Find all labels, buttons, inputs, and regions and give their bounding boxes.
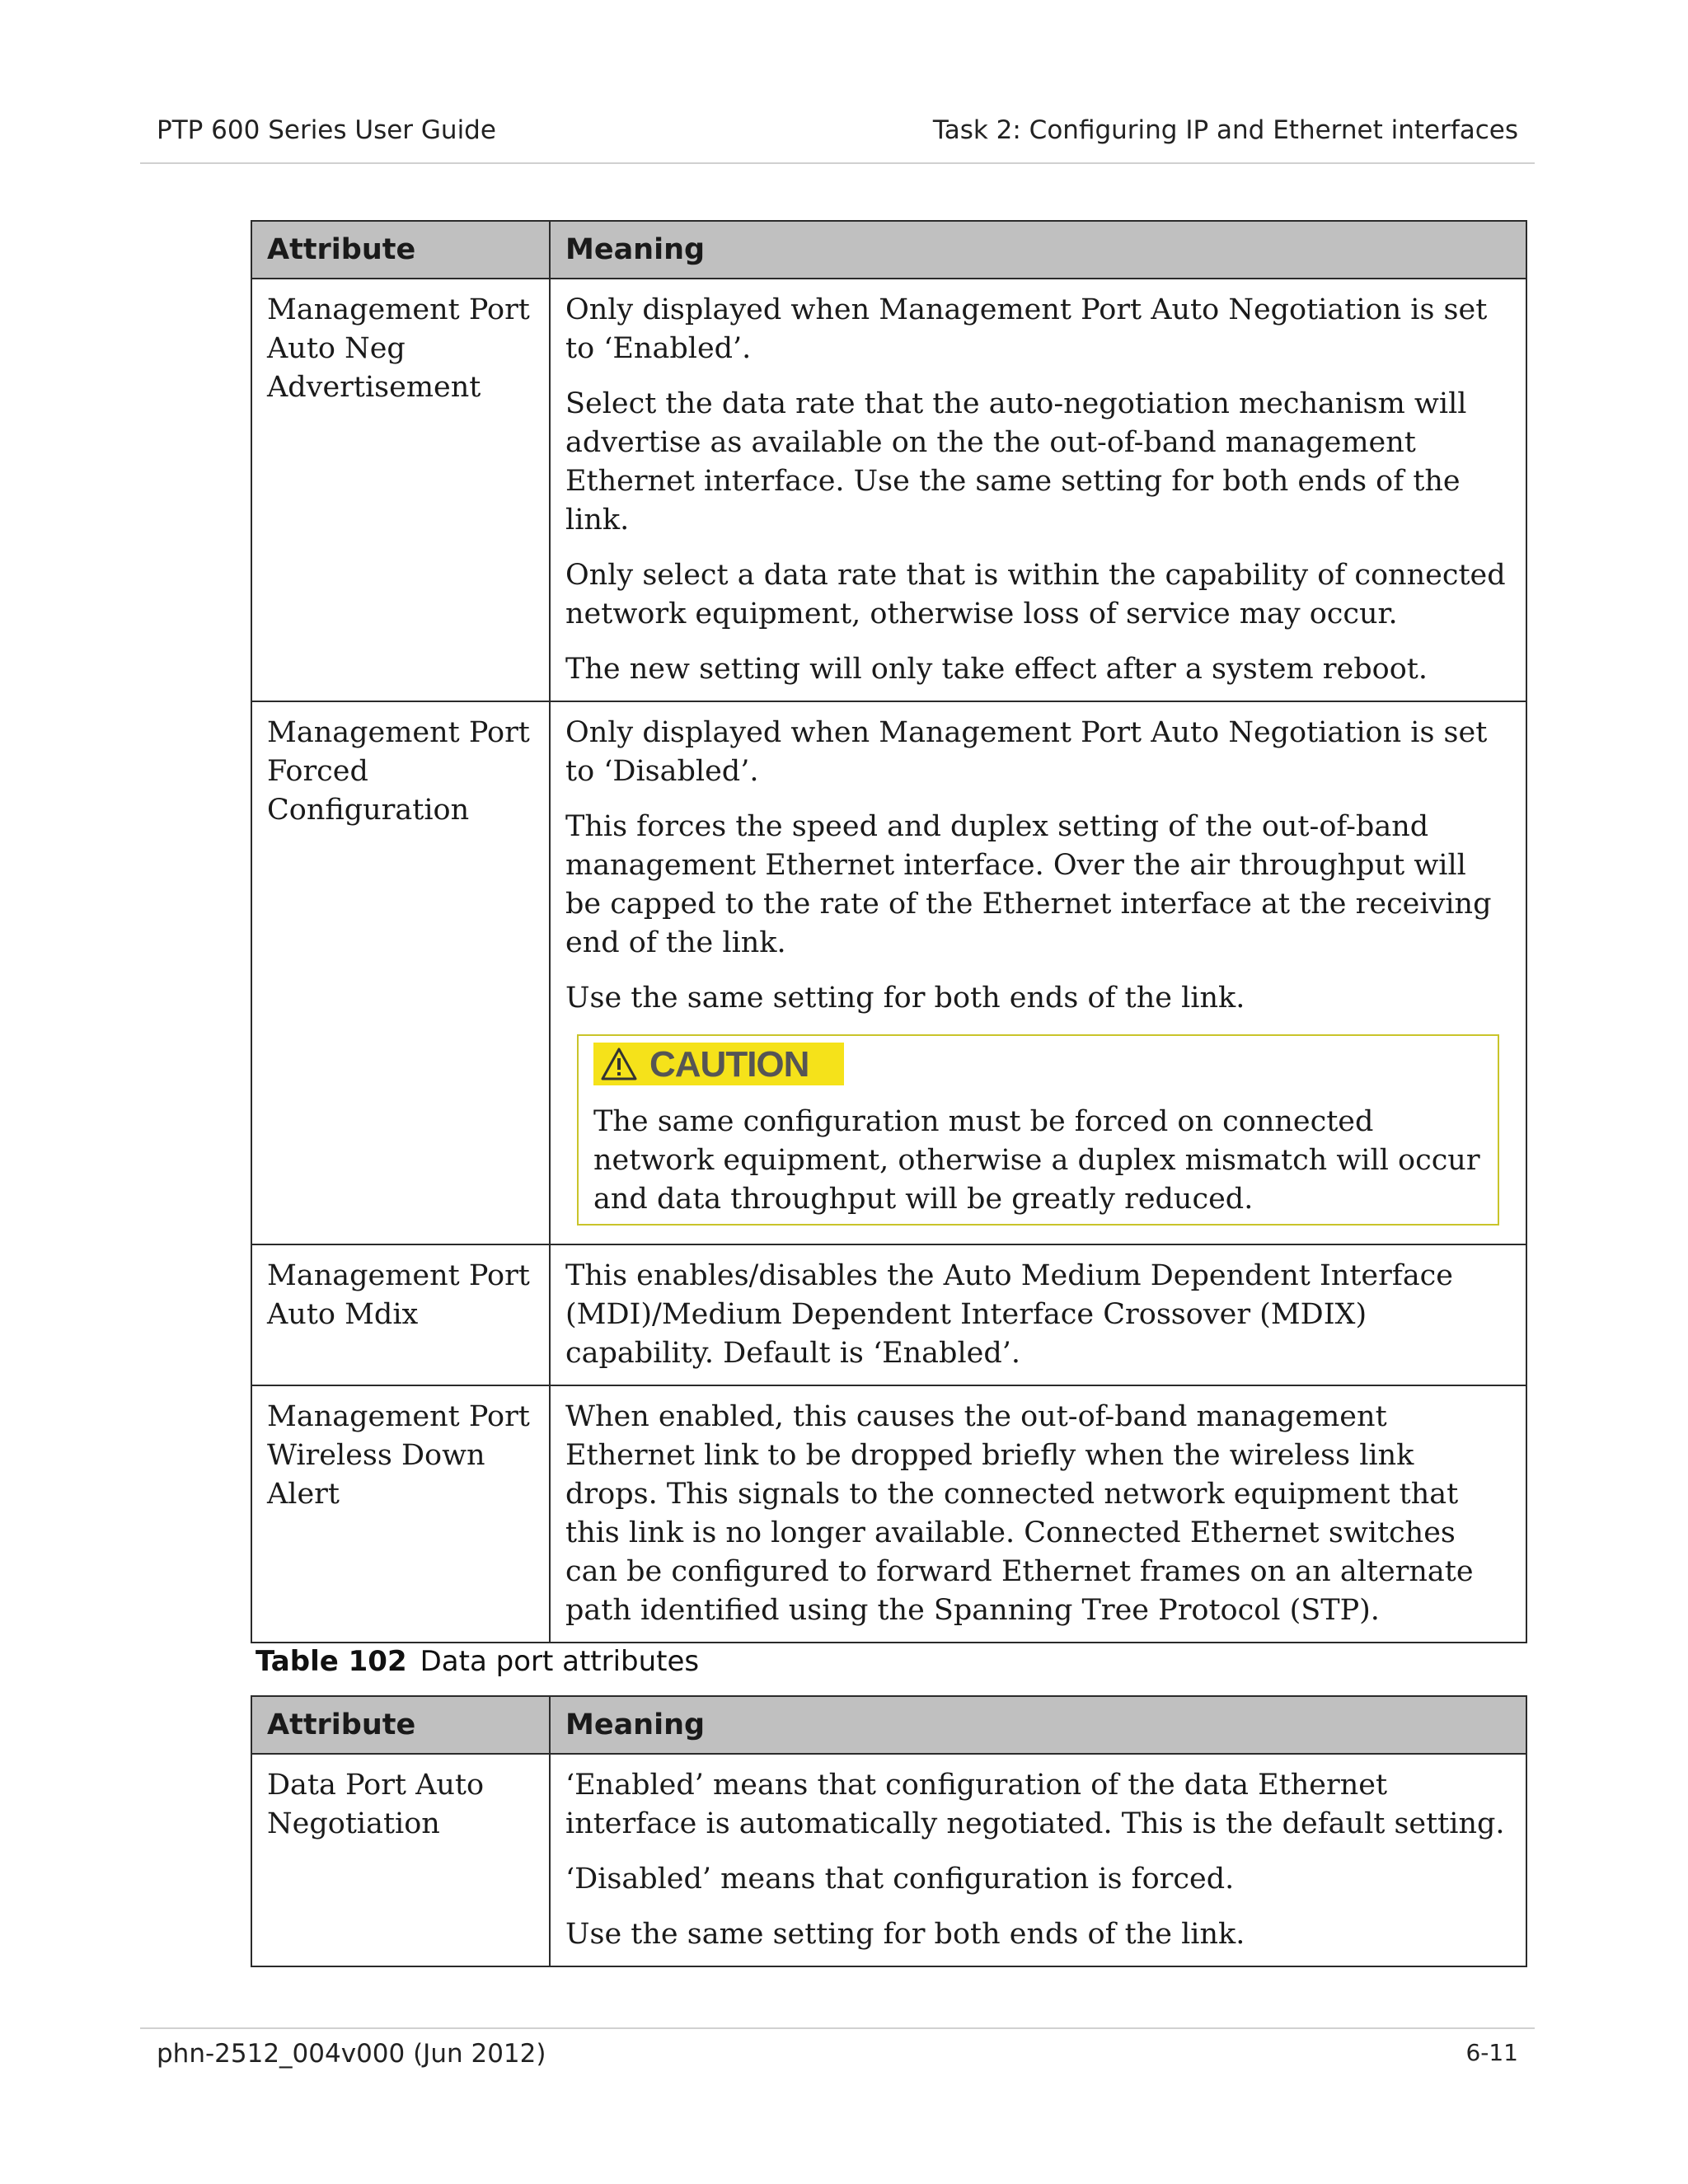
table-row bbox=[251, 1244, 1526, 1385]
column-header-attribute: Attribute bbox=[251, 221, 550, 279]
meaning-paragraph: Use the same setting for both ends of the link. bbox=[565, 982, 1245, 1015]
attribute-cell: Data Port Auto Negotiation bbox=[251, 1754, 550, 1966]
meaning-paragraph: ‘Enabled’ means that configuration of the data Ethernet interface is automatically negotiated. This is the default setting. bbox=[565, 1769, 1505, 1840]
meaning-paragraph: The new setting will only take effect after a system reboot. bbox=[565, 653, 1428, 686]
warning-triangle-icon bbox=[600, 1047, 638, 1081]
page-number: 6-11 bbox=[1465, 2039, 1518, 2066]
attribute-cell: Management Port Auto Mdix bbox=[251, 1244, 550, 1385]
column-header-attribute: Attribute bbox=[251, 1696, 550, 1754]
document-title: PTP 600 Series User Guide bbox=[157, 115, 496, 145]
attribute-cell: Management Port Wireless Down Alert bbox=[251, 1385, 550, 1643]
meaning-paragraph: Select the data rate that the auto-negotiation mechanism will advertise as available on the the out-of-band management Ethernet interface. Use the same setting for both ends of the link. bbox=[565, 387, 1467, 537]
data-port-attributes-table bbox=[251, 1695, 1527, 1967]
meaning-cell bbox=[550, 1754, 1526, 1966]
document-reference: phn-2512_004v000 (Jun 2012) bbox=[157, 2039, 546, 2069]
meaning-cell bbox=[550, 701, 1526, 1244]
caution-label: CAUTION bbox=[649, 1044, 809, 1085]
section-title: Task 2: Configuring IP and Ethernet interfaces bbox=[932, 115, 1518, 145]
meaning-paragraph: Only displayed when Management Port Auto Negotiation is set to ‘Disabled’. bbox=[565, 716, 1488, 788]
table-row bbox=[251, 1754, 1526, 1966]
meaning-cell bbox=[550, 279, 1526, 701]
header-divider bbox=[140, 162, 1535, 164]
page-header bbox=[157, 115, 1518, 148]
table-header-row bbox=[251, 221, 1526, 279]
meaning-paragraph: This enables/disables the Auto Medium Dependent Interface (MDI)/Medium Dependent Interface Crossover (MDIX) capability. Default is ‘Enabled’. bbox=[565, 1259, 1454, 1370]
table-caption-title: Data port attributes bbox=[420, 1645, 700, 1678]
attribute-cell: Management Port Forced Configuration bbox=[251, 701, 550, 1244]
caution-banner bbox=[593, 1043, 844, 1085]
meaning-paragraph: Only select a data rate that is within the capability of connected network equipment, otherwise loss of service may occur. bbox=[565, 559, 1506, 630]
meaning-cell bbox=[550, 1244, 1526, 1385]
meaning-paragraph: Only displayed when Management Port Auto Negotiation is set to ‘Enabled’. bbox=[565, 293, 1488, 365]
meaning-paragraph: Use the same setting for both ends of the link. bbox=[565, 1918, 1245, 1951]
management-port-attributes-table bbox=[251, 220, 1527, 1643]
footer-divider bbox=[140, 2027, 1535, 2029]
table-row bbox=[251, 701, 1526, 1244]
column-header-meaning: Meaning bbox=[550, 221, 1526, 279]
table-caption-number: Table 102 bbox=[256, 1645, 407, 1678]
caution-text: The same configuration must be forced on connected network equipment, otherwise a duplex mismatch will occur and data throughput will be greatly reduced. bbox=[593, 1105, 1480, 1216]
meaning-paragraph: ‘Disabled’ means that configuration is forced. bbox=[565, 1863, 1235, 1896]
attribute-cell: Management Port Auto Neg Advertisement bbox=[251, 279, 550, 701]
column-header-meaning: Meaning bbox=[550, 1696, 1526, 1754]
table-row bbox=[251, 1385, 1526, 1643]
meaning-cell bbox=[550, 1385, 1526, 1643]
caution-box bbox=[577, 1034, 1499, 1226]
page-footer bbox=[157, 2039, 1518, 2072]
meaning-paragraph: When enabled, this causes the out-of-band management Ethernet link to be dropped briefly when the wireless link drops. This signals to the connected network equipment that this link is no longer available. Connected Ethernet switches can be configured to forward Ethernet frames on an alternate path identified using the Spanning Tree Protocol (STP). bbox=[565, 1400, 1474, 1627]
table-caption bbox=[256, 1645, 699, 1678]
table-header-row bbox=[251, 1696, 1526, 1754]
table-row bbox=[251, 279, 1526, 701]
meaning-paragraph: This forces the speed and duplex setting of the out-of-band management Ethernet interface. Over the air throughput will be capped to the rate of the Ethernet interface at the receiving end of the link. bbox=[565, 810, 1492, 959]
